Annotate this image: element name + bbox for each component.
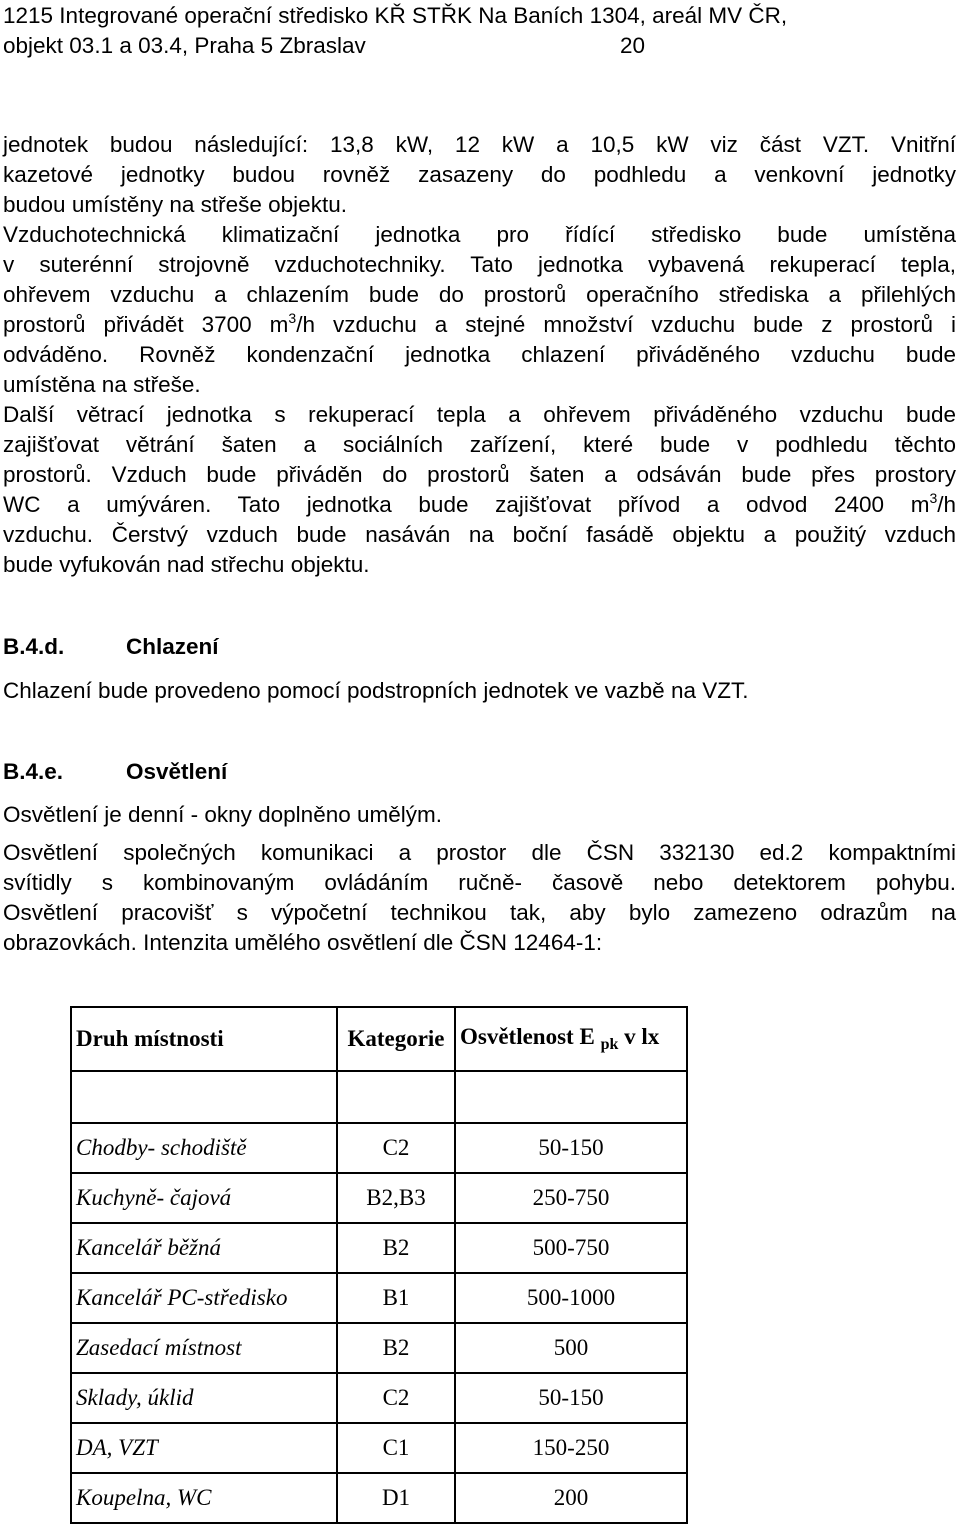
lux-cell: 200 (455, 1473, 687, 1523)
para-line: kazetové jednotky budou rovněž zasazeny do podhledu a venkovní jednotky (3, 162, 956, 187)
para-line: bude vyfukován nad střechu objektu. (3, 552, 370, 577)
page-number: 20 (620, 33, 646, 58)
table-row (71, 1473, 687, 1523)
table-blank-row (71, 1071, 687, 1123)
lux-cell: 500-1000 (455, 1273, 687, 1323)
section-title: Chlazení (126, 634, 219, 659)
lux-cell: 500 (455, 1323, 687, 1373)
para-line: zajišťovat větrání šaten a sociálních zařízení, které bude v podhledu těchto (3, 432, 956, 457)
illumination-table (70, 1006, 688, 1524)
header-line-2: objekt 03.1 a 03.4, Praha 5 Zbraslav (3, 33, 366, 58)
table-row (71, 1223, 687, 1273)
table-row (71, 1373, 687, 1423)
table-row (71, 1273, 687, 1323)
section-text: svítidly s kombinovaným ovládáním ručně- časově nebo detektorem pohybu. (3, 870, 956, 895)
para-line: jednotek budou následující: 13,8 kW, 12 kW a 10,5 kW viz část VZT. Vnitřní (3, 132, 956, 157)
room-cell: Kancelář běžná (71, 1223, 337, 1273)
category-cell: B2,B3 (337, 1173, 455, 1223)
para-line: prostorů. Vzduch bude přiváděn do prostorů šaten a odsáván bude přes prostory (3, 462, 956, 487)
header-room: Druh místnosti (71, 1007, 337, 1071)
lux-cell: 50-150 (455, 1123, 687, 1173)
para-text: /h (937, 492, 956, 517)
table-row (71, 1123, 687, 1173)
para-line: budou umístěny na střeše objektu. (3, 192, 347, 217)
superscript: 3 (929, 489, 938, 506)
header-line-1: 1215 Integrované operační středisko KŘ STŘK Na Baních 1304, areál MV ČR, (3, 3, 788, 28)
category-cell: B1 (337, 1273, 455, 1323)
section-title: Osvětlení (126, 759, 228, 784)
section-text: Chlazení bude provedeno pomocí podstropních jednotek ve vazbě na VZT. (3, 678, 749, 703)
category-cell: B2 (337, 1323, 455, 1373)
para-text: prostorů přivádět 3700 m (3, 312, 289, 337)
blank-cell (71, 1071, 337, 1123)
lux-cell: 250-750 (455, 1173, 687, 1223)
lux-cell: 50-150 (455, 1373, 687, 1423)
section-text: obrazovkách. Intenzita umělého osvětlení dle ČSN 12464-1: (3, 930, 603, 955)
para-line: umístěna na střeše. (3, 372, 201, 397)
header-illum-unit: v lx (618, 1024, 660, 1049)
para-line: ohřevem vzduchu a chlazením bude do prostorů operačního střediska a přilehlých (3, 282, 956, 307)
table-row (71, 1173, 687, 1223)
lux-cell: 500-750 (455, 1223, 687, 1273)
para-line: vzduchu. Čerstvý vzduch bude nasáván na boční fasádě objektu a použitý vzduch (3, 522, 956, 547)
para-text: /h vzduchu a stejné množství vzduchu bude z prostorů i (296, 312, 956, 337)
room-cell: Chodby- schodiště (71, 1123, 337, 1173)
para-text: WC a umýváren. Tato jednotka bude zajišťovat přívod a odvod 2400 m (3, 492, 930, 517)
blank-cell (337, 1071, 455, 1123)
para-line: v suterénní strojovně vzduchotechniky. Tato jednotka vybavená rekuperací tepla, (3, 252, 956, 277)
category-cell: C2 (337, 1373, 455, 1423)
category-cell: C2 (337, 1123, 455, 1173)
section-number: B.4.e. (3, 759, 64, 784)
room-cell: Kuchyně- čajová (71, 1173, 337, 1223)
header-category: Kategorie (337, 1007, 455, 1071)
superscript: 3 (288, 309, 297, 326)
lux-cell: 150-250 (455, 1423, 687, 1473)
blank-cell (455, 1071, 687, 1123)
room-cell: Sklady, úklid (71, 1373, 337, 1423)
table-row (71, 1323, 687, 1373)
category-cell: B2 (337, 1223, 455, 1273)
table-row (71, 1423, 687, 1473)
header-illuminance (455, 1007, 687, 1071)
category-cell: D1 (337, 1473, 455, 1523)
room-cell: DA, VZT (71, 1423, 337, 1473)
para-line: odváděno. Rovněž kondenzační jednotka chlazení přiváděného vzduchu bude (3, 342, 956, 367)
header-illum-text: Osvětlenost E (460, 1024, 601, 1049)
para-line: Vzduchotechnická klimatizační jednotka pro řídící středisko bude umístěna (3, 222, 956, 247)
table-header-row (71, 1007, 687, 1071)
section-text: Osvětlení je denní - okny doplněno umělým. (3, 802, 442, 827)
room-cell: Kancelář PC-středisko (71, 1273, 337, 1323)
header-illum-subscript: pk (600, 1036, 619, 1053)
category-cell: C1 (337, 1423, 455, 1473)
para-line (3, 310, 956, 340)
para-line (3, 490, 956, 520)
room-cell: Koupelna, WC (71, 1473, 337, 1523)
section-text: Osvětlení pracovišť s výpočetní technikou tak, aby bylo zamezeno odrazům na (3, 900, 956, 925)
para-line: Další větrací jednotka s rekuperací tepla a ohřevem přiváděného vzduchu bude (3, 402, 956, 427)
room-cell: Zasedací místnost (71, 1323, 337, 1373)
section-text: Osvětlení společných komunikaci a prostor dle ČSN 332130 ed.2 kompaktními (3, 840, 956, 865)
section-number: B.4.d. (3, 634, 65, 659)
